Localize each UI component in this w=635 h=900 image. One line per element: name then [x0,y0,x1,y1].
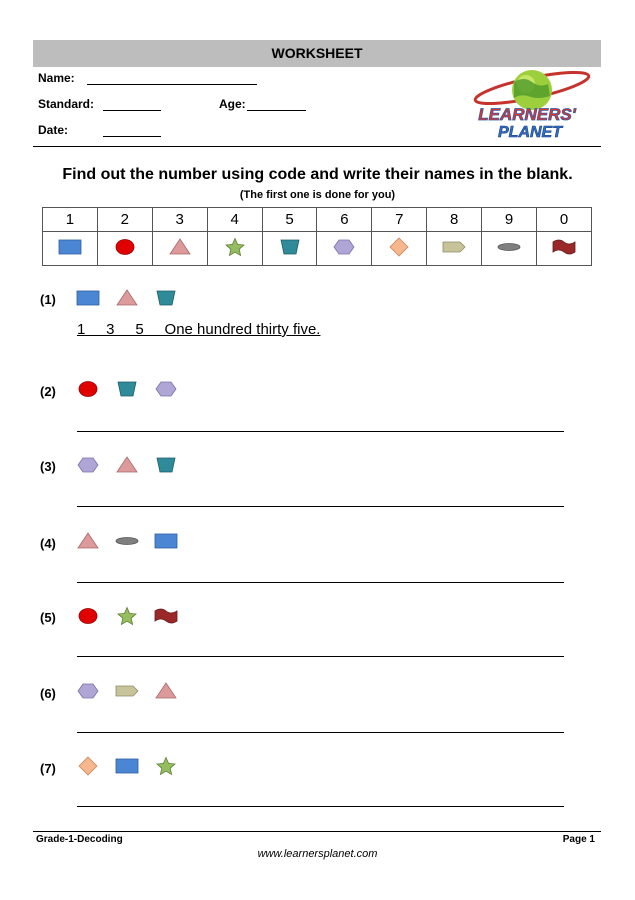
star-shape [115,606,139,631]
answer-blank[interactable] [77,582,564,583]
ellipse-shape [115,531,139,556]
star-shape-icon [154,756,178,776]
answer-blank[interactable] [77,506,564,507]
star-shape [223,237,247,261]
question-shapes [76,531,193,551]
circle-shape-icon [76,379,100,399]
star-shape-icon [223,237,247,257]
hexagon-shape [332,237,356,261]
footer-url: www.learnersplanet.com [257,848,378,860]
question-number: (4) [40,536,56,551]
trapezoid-shape-icon [154,288,178,308]
pentagon-arrow-shape [442,237,466,261]
trapezoid-shape [154,288,178,313]
code-shape-cell [537,232,592,266]
question-shapes [76,455,193,475]
star-shape [154,756,178,781]
trapezoid-shape-icon [278,237,302,257]
flag-shape-icon [154,606,178,626]
triangle-shape [76,531,100,556]
rectangle-shape-icon [76,288,100,308]
code-shape-cell [207,232,262,266]
rectangle-shape-icon [115,756,139,776]
hexagon-shape-icon [332,237,356,257]
question-shapes [76,288,193,308]
answer-blank[interactable] [77,431,564,432]
question-shapes [76,606,193,626]
triangle-shape [115,455,139,480]
star-shape-icon [115,606,139,626]
diamond-shape-icon [76,756,100,776]
rectangle-shape [115,756,139,781]
trapezoid-shape-icon [154,455,178,475]
name-label: Name: [38,71,75,85]
learners-planet-logo [462,66,592,141]
code-digit: 4 [207,208,262,232]
code-shape-cell [482,232,537,266]
code-digit: 2 [97,208,152,232]
example-answer: 1 3 5 One hundred thirty five. [77,321,321,338]
question-number: (6) [40,686,56,701]
trapezoid-shape-icon [115,379,139,399]
code-table [42,207,592,266]
code-shape-cell [372,232,427,266]
code-digit: 1 [43,208,98,232]
triangle-shape [154,681,178,706]
rectangle-shape [76,288,100,313]
hexagon-shape [76,681,100,706]
footer-grade: Grade-1-Decoding [36,834,123,845]
triangle-shape-icon [115,288,139,308]
circle-shape-icon [76,606,100,626]
code-digit: 6 [317,208,372,232]
circle-shape [113,237,137,261]
age-blank[interactable] [247,110,306,111]
rectangle-shape-icon [154,531,178,551]
triangle-shape-icon [168,237,192,257]
pentagon-arrow-shape [115,681,139,706]
code-shape-cell [317,232,372,266]
code-digit: 7 [372,208,427,232]
code-digit: 3 [152,208,207,232]
circle-shape [76,379,100,404]
answer-blank[interactable] [77,732,564,733]
name-blank[interactable] [87,84,257,85]
code-digit: 9 [482,208,537,232]
question-shapes [76,379,193,399]
hexagon-shape [76,455,100,480]
code-digits-row [43,208,592,232]
trapezoid-shape [154,455,178,480]
triangle-shape-icon [115,455,139,475]
ellipse-shape-icon [497,237,521,257]
footer-divider [33,831,601,832]
rectangle-shape-icon [58,237,82,257]
worksheet-title: WORKSHEET [33,40,601,67]
code-shape-cell [97,232,152,266]
date-blank[interactable] [103,136,161,137]
triangle-shape-icon [76,531,100,551]
standard-blank[interactable] [103,110,161,111]
triangle-shape [168,237,192,261]
code-digit: 0 [537,208,592,232]
ellipse-shape-icon [115,531,139,551]
hexagon-shape-icon [154,379,178,399]
question-number: (2) [40,384,56,399]
ellipse-shape [497,237,521,261]
diamond-shape [76,756,100,781]
trapezoid-shape [278,237,302,261]
trapezoid-shape [115,379,139,404]
code-shape-cell [43,232,98,266]
question-shapes [76,681,193,701]
triangle-shape-icon [154,681,178,701]
svg-text:PLANET: PLANET [498,124,562,141]
code-digit: 5 [262,208,317,232]
hexagon-shape [154,379,178,404]
header-divider [33,146,601,147]
question-number: (1) [40,292,56,307]
hexagon-shape-icon [76,681,100,701]
circle-shape [76,606,100,631]
flag-shape-icon [552,237,576,257]
question-number: (5) [40,610,56,625]
svg-text:LEARNERS': LEARNERS' [478,105,576,124]
footer-page-number: Page 1 [562,834,595,845]
age-label: Age: [219,97,246,111]
diamond-shape-icon [387,237,411,257]
triangle-shape [115,288,139,313]
question-number: (7) [40,761,56,776]
question-number: (3) [40,459,56,474]
answer-blank[interactable] [77,656,564,657]
date-label: Date: [38,123,69,137]
diamond-shape [387,237,411,261]
flag-shape [552,237,576,261]
code-shapes-row [43,232,592,266]
hexagon-shape-icon [76,455,100,475]
standard-label: Standard: [38,97,95,111]
code-shape-cell [427,232,482,266]
question-shapes [76,756,193,776]
rectangle-shape [154,531,178,556]
pentagon-arrow-shape-icon [115,681,139,701]
rectangle-shape [58,237,82,261]
instruction-text: Find out the number using code and write their names in the blank. [62,166,573,183]
answer-blank[interactable] [77,806,564,807]
sub-instruction-text: (The first one is done for you) [239,189,396,201]
code-digit: 8 [427,208,482,232]
flag-shape [154,606,178,631]
pentagon-arrow-shape-icon [442,237,466,257]
code-shape-cell [152,232,207,266]
code-shape-cell [262,232,317,266]
circle-shape-icon [113,237,137,257]
